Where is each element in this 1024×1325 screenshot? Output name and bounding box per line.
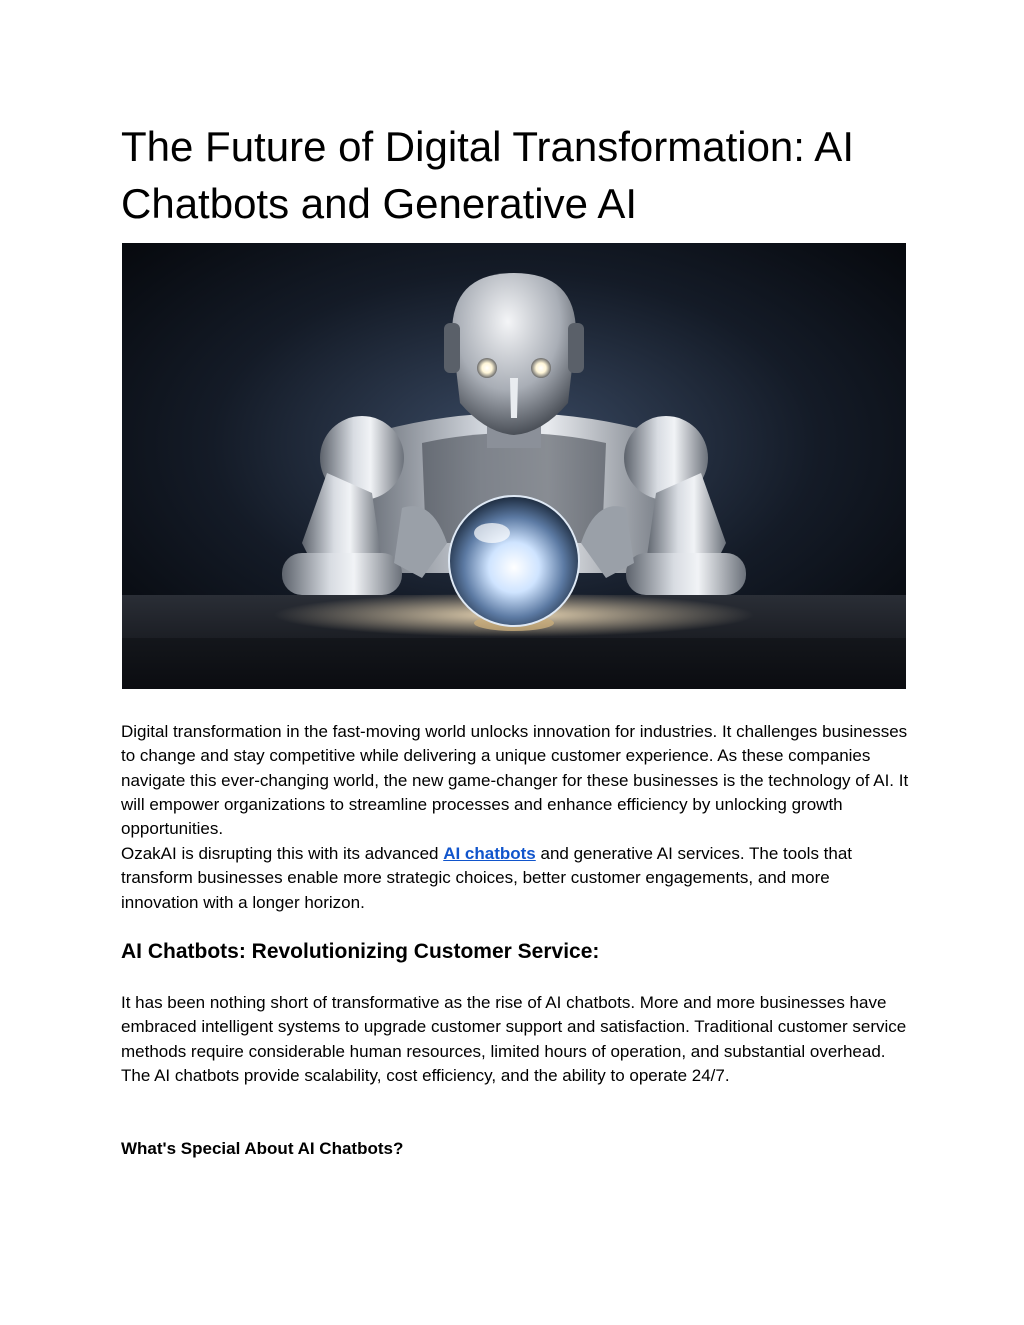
ozakai-text-after-link: and generative AI services. The tools that transform businesses enable more strategic choices, better customer engagements, and more innovation with a longer horizon. [121,844,853,912]
section-heading: AI Chatbots: Revolutionizing Customer Service: [121,940,600,963]
ai-chatbots-link[interactable]: AI chatbots [443,844,536,863]
section-paragraph: It has been nothing short of transformative as the rise of AI chatbots. More and more businesses have embraced intelligent systems to upgrade customer support and satisfaction. Traditional customer service methods require considerable human resources, limited hours of operation, and substantial overhead. The AI chatbots provide scalability, cost efficiency, and the ability to operate 24/7. [121,993,907,1085]
ozakai-paragraph [121,842,911,915]
ozakai-text-before-link: OzakAI is disrupting this with its advanced [121,844,444,863]
article-title: The Future of Digital Transformation: AI Chatbots and Generative AI [121,123,854,227]
intro-paragraph: Digital transformation in the fast-moving world unlocks innovation for industries. It challenges businesses to change and stay competitive while delivering a unique customer experience. As these companies navigate this ever-changing world, the new game-changer for these businesses is the technology of AI. It will empower organizations to streamline processes and enhance efficiency by unlocking growth opportunities. [121,722,909,839]
subheading: What's Special About AI Chatbots? [121,1139,404,1158]
hero-image-robot-crystal-ball [122,243,906,689]
